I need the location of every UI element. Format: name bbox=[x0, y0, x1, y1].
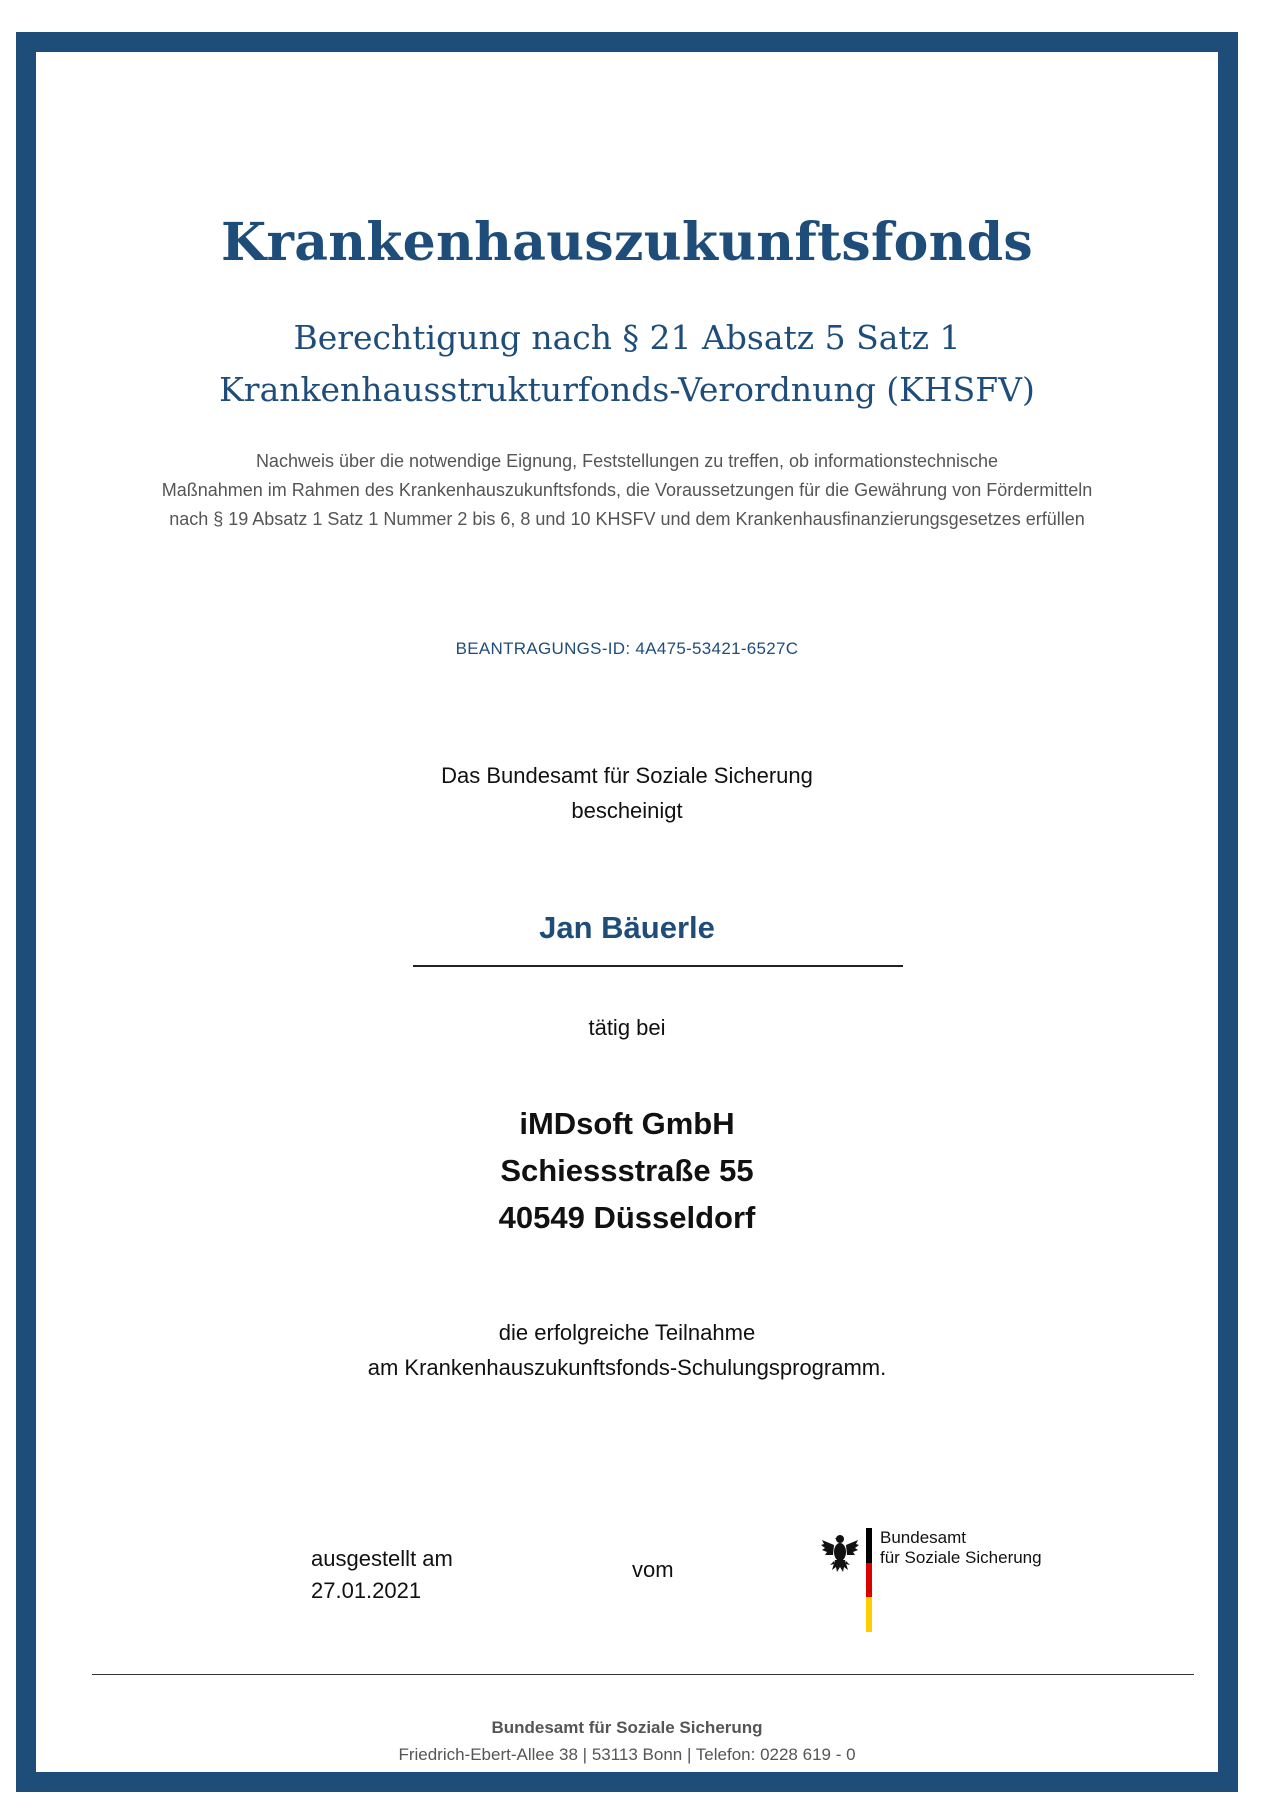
logo-text bbox=[880, 1528, 1042, 1568]
flag-stripe-red bbox=[866, 1563, 872, 1598]
description-line-3: nach § 19 Absatz 1 Satz 1 Nummer 2 bis 6, 8 und 10 KHSFV und dem Krankenhausfinanzierungsgesetzes erfüllen bbox=[169, 509, 1085, 529]
flag-stripe-black bbox=[866, 1528, 872, 1563]
application-id: BEANTRAGUNGS-ID: 4A475-53421-6527C bbox=[455, 639, 799, 658]
completion-line-2: am Krankenhauszukunftsfonds-Schulungsprogramm. bbox=[367, 1355, 887, 1380]
certificate-frame bbox=[16, 32, 1238, 1792]
bas-logo bbox=[820, 1528, 1080, 1638]
certificate-description bbox=[36, 447, 1218, 534]
from-label: vom bbox=[632, 1557, 674, 1582]
certifier-line-1: Das Bundesamt für Soziale Sicherung bbox=[441, 763, 813, 788]
completion-statement bbox=[36, 1315, 1218, 1385]
issued-block bbox=[311, 1543, 453, 1607]
person-name: Jan Bäuerle bbox=[539, 910, 715, 945]
certificate-subtitle bbox=[36, 312, 1218, 416]
description-line-1: Nachweis über die notwendige Eignung, Feststellungen zu treffen, ob informationstechnische bbox=[255, 451, 999, 471]
company-street: Schiessstraße 55 bbox=[500, 1153, 754, 1188]
footer-divider bbox=[92, 1674, 1194, 1675]
certificate-title: Krankenhauszukunftsfonds bbox=[221, 212, 1033, 273]
logo-line-2: für Soziale Sicherung bbox=[880, 1548, 1042, 1567]
certifier-statement bbox=[36, 758, 1218, 828]
description-line-2: Maßnahmen im Rahmen des Krankenhauszukunftsfonds, die Voraussetzungen für die Gewährung von Fördermitteln bbox=[161, 480, 1093, 500]
subtitle-line-2: Krankenhausstrukturfonds-Verordnung (KHSFV) bbox=[219, 370, 1035, 409]
federal-eagle-icon bbox=[820, 1532, 860, 1576]
certifier-line-2: bescheinigt bbox=[571, 798, 683, 823]
footer-org: Bundesamt für Soziale Sicherung bbox=[491, 1718, 763, 1737]
flag-stripe-gold bbox=[866, 1597, 872, 1632]
employed-at-label: tätig bei bbox=[588, 1015, 666, 1040]
name-underline bbox=[413, 965, 903, 967]
issued-date: 27.01.2021 bbox=[311, 1578, 422, 1603]
company-city: 40549 Düsseldorf bbox=[498, 1200, 756, 1235]
footer bbox=[36, 1714, 1218, 1768]
logo-line-1: Bundesamt bbox=[880, 1528, 966, 1547]
completion-line-1: die erfolgreiche Teilnahme bbox=[498, 1320, 756, 1345]
company-name: iMDsoft GmbH bbox=[519, 1106, 735, 1141]
subtitle-line-1: Berechtigung nach § 21 Absatz 5 Satz 1 bbox=[293, 318, 961, 357]
company-address bbox=[36, 1100, 1218, 1241]
issued-label: ausgestellt am bbox=[311, 1546, 453, 1571]
footer-contact: Friedrich-Ebert-Allee 38 | 53113 Bonn | Telefon: 0228 619 - 0 bbox=[398, 1745, 856, 1764]
german-flag-stripe bbox=[866, 1528, 872, 1632]
